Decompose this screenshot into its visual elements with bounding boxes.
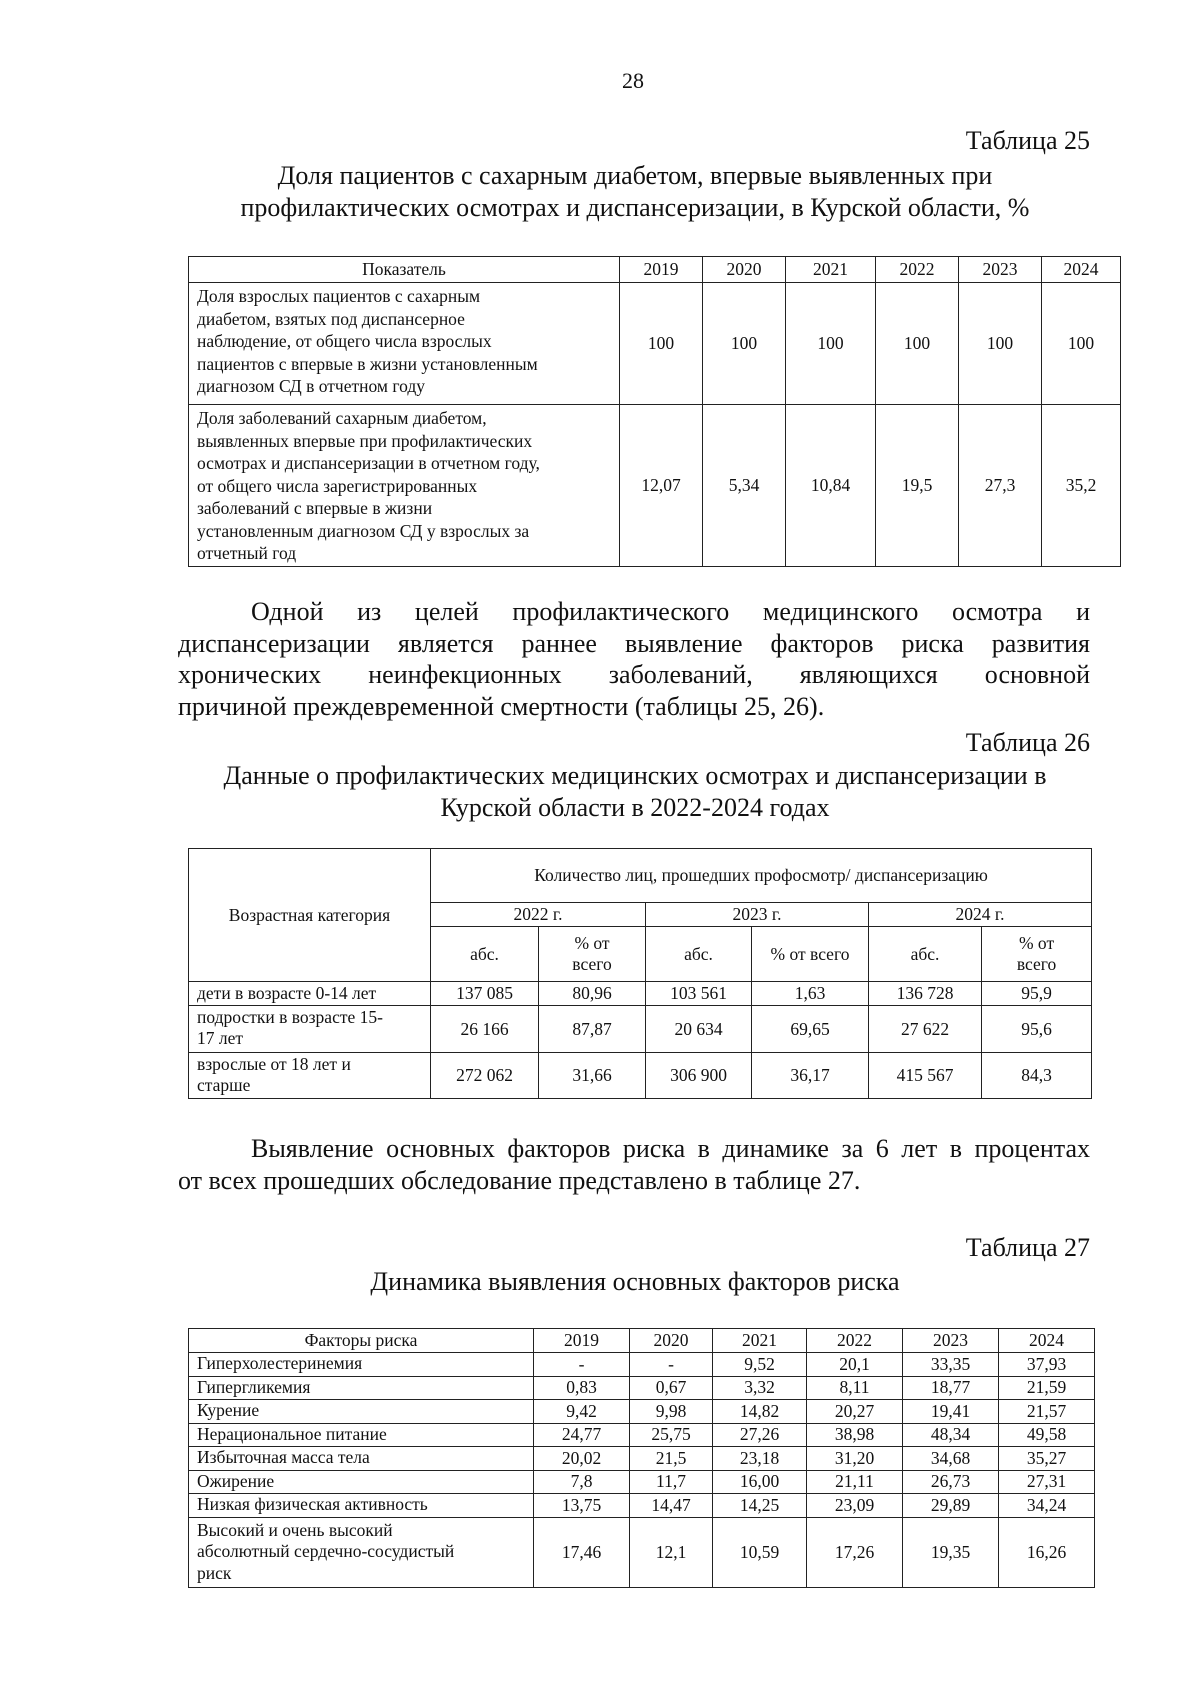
paragraph-line: причиной преждевременной смертности (таблицы 25, 26). — [178, 691, 825, 721]
table-header-row — [189, 849, 1092, 903]
value-cell: 34,68 — [903, 1447, 999, 1471]
value-cell: 10,84 — [786, 405, 876, 567]
cell-text-line: дети в возрасте 0-14 лет — [197, 983, 377, 1003]
page-number: 28 — [622, 68, 644, 93]
table-27 — [188, 1328, 1095, 1588]
value-cell: 20,1 — [807, 1353, 903, 1377]
cell-text-line: Доля взрослых пациентов с сахарным — [197, 286, 481, 306]
table-row — [189, 1517, 1095, 1587]
value-cell: - — [630, 1353, 713, 1377]
cell-text-line: Низкая физическая активность — [197, 1494, 428, 1514]
cell-text-line: старше — [197, 1075, 251, 1095]
value-cell: 10,59 — [713, 1517, 807, 1587]
category-cell — [189, 982, 431, 1006]
table-row — [189, 1470, 1095, 1494]
sub-header: абс. — [431, 927, 539, 982]
table-row — [189, 1400, 1095, 1424]
value-cell: 27,3 — [959, 405, 1042, 567]
factor-cell — [189, 1423, 534, 1447]
value-cell: 23,09 — [807, 1494, 903, 1518]
paragraph-line: диспансеризации является раннее выявление факторов риска развития — [178, 628, 1090, 658]
value-cell: 100 — [786, 283, 876, 405]
value-cell: 33,35 — [903, 1353, 999, 1377]
factor-cell — [189, 1353, 534, 1377]
value-cell: 84,3 — [982, 1053, 1092, 1099]
cell-text-line: диабетом, взятых под диспансерное — [197, 308, 465, 329]
cell-text-line: Нерациональное питание — [197, 1423, 387, 1444]
paragraph-line: хронических неинфекционных заболеваний, являющихся основной — [178, 660, 1090, 689]
value-cell: 306 900 — [646, 1053, 752, 1099]
value-cell: 29,89 — [903, 1494, 999, 1518]
year-header: 2022 г. — [431, 903, 646, 927]
category-cell — [189, 1053, 431, 1099]
value-cell: 11,7 — [630, 1470, 713, 1494]
value-cell: 9,42 — [534, 1400, 630, 1424]
indicator-cell — [189, 405, 620, 567]
value-cell: 13,75 — [534, 1494, 630, 1518]
value-cell: 16,00 — [713, 1470, 807, 1494]
header-cell: 2023 — [959, 257, 1042, 283]
value-cell: 26,73 — [903, 1470, 999, 1494]
cell-text-line: Курение — [197, 1400, 260, 1420]
cell-text-line: выявленных впервые при профилактических — [197, 430, 533, 451]
table-26-title-line: Данные о профилактических медицинских осмотрах и диспансеризации в — [223, 761, 1047, 790]
value-cell: 0,67 — [630, 1376, 713, 1400]
table-25-title — [180, 160, 1090, 224]
body-paragraph — [178, 596, 1090, 722]
value-cell: 137 085 — [431, 982, 539, 1006]
value-cell: 38,98 — [807, 1423, 903, 1447]
value-cell: 14,47 — [630, 1494, 713, 1518]
cell-text-line: Гиперхолестеринемия — [197, 1353, 363, 1373]
header-cell: 2024 — [1042, 257, 1121, 283]
value-cell: 5,34 — [703, 405, 786, 567]
header-cell: 2022 — [876, 257, 959, 283]
table-27-title: Динамика выявления основных факторов риска — [370, 1267, 900, 1296]
table-row — [189, 1423, 1095, 1447]
value-cell: 0,83 — [534, 1376, 630, 1400]
sub-header: % от всего — [752, 927, 869, 982]
factor-cell — [189, 1400, 534, 1424]
table-row — [189, 1447, 1095, 1471]
cell-text-line: наблюдение, от общего числа взрослых — [197, 331, 492, 351]
value-cell: 24,77 — [534, 1423, 630, 1447]
value-cell: 31,20 — [807, 1447, 903, 1471]
value-cell: 20,27 — [807, 1400, 903, 1424]
table-row — [189, 1376, 1095, 1400]
value-cell: 1,63 — [752, 982, 869, 1006]
value-cell: 48,34 — [903, 1423, 999, 1447]
cell-text-line: подростки в возрасте 15- — [197, 1007, 383, 1027]
value-cell: 8,11 — [807, 1376, 903, 1400]
value-cell: 12,1 — [630, 1517, 713, 1587]
cell-text-line: 17 лет — [197, 1028, 244, 1048]
value-cell: 80,96 — [539, 982, 646, 1006]
table-header-row — [189, 257, 1121, 283]
factor-cell — [189, 1376, 534, 1400]
value-cell: 23,18 — [713, 1447, 807, 1471]
body-paragraph — [178, 1133, 1090, 1196]
value-cell: 27,31 — [999, 1470, 1095, 1494]
value-cell: 37,93 — [999, 1353, 1095, 1377]
value-cell: 17,26 — [807, 1517, 903, 1587]
value-cell: 9,52 — [713, 1353, 807, 1377]
value-cell: 9,98 — [630, 1400, 713, 1424]
value-cell: 12,07 — [620, 405, 703, 567]
cell-text-line: диагнозом СД в отчетном году — [197, 376, 426, 396]
value-cell: 36,17 — [752, 1053, 869, 1099]
value-cell: 20,02 — [534, 1447, 630, 1471]
cell-text-line: абсолютный сердечно-сосудистый — [197, 1541, 455, 1562]
year-header: 2023 г. — [646, 903, 869, 927]
table-25-label: Таблица 25 — [965, 126, 1090, 155]
cell-text-line: Доля заболеваний сахарным диабетом, — [197, 408, 487, 428]
value-cell: - — [534, 1353, 630, 1377]
value-cell: 17,46 — [534, 1517, 630, 1587]
table-25-title-line: профилактических осмотрах и диспансеризации, в Курской области, % — [240, 193, 1030, 222]
table-row — [189, 1353, 1095, 1377]
paragraph-line: от всех прошедших обследование представлено в таблице 27. — [178, 1165, 861, 1195]
value-cell: 19,35 — [903, 1517, 999, 1587]
header-cell: 2022 — [807, 1329, 903, 1353]
table-row — [189, 1053, 1092, 1099]
value-cell: 14,25 — [713, 1494, 807, 1518]
value-cell: 136 728 — [869, 982, 982, 1006]
year-header: 2024 г. — [869, 903, 1092, 927]
value-cell: 100 — [876, 283, 959, 405]
value-cell: 21,5 — [630, 1447, 713, 1471]
table-row — [189, 1006, 1092, 1053]
header-cell: 2023 — [903, 1329, 999, 1353]
value-cell: 415 567 — [869, 1053, 982, 1099]
header-cell: Факторы риска — [189, 1329, 534, 1353]
value-cell: 49,58 — [999, 1423, 1095, 1447]
table-header-row — [189, 1329, 1095, 1353]
value-cell: 100 — [620, 283, 703, 405]
group-header: Количество лиц, прошедших профосмотр/ диспансеризацию — [431, 849, 1092, 903]
value-cell: 27,26 — [713, 1423, 807, 1447]
table-25-title-line: Доля пациентов с сахарным диабетом, впервые выявленных при — [277, 161, 993, 190]
value-cell: 69,65 — [752, 1006, 869, 1053]
value-cell: 103 561 — [646, 982, 752, 1006]
value-cell: 26 166 — [431, 1006, 539, 1053]
value-cell: 100 — [959, 283, 1042, 405]
table-26-title-line: Курской области в 2022-2024 годах — [440, 793, 830, 822]
value-cell: 3,32 — [713, 1376, 807, 1400]
value-cell: 35,27 — [999, 1447, 1095, 1471]
table-row — [189, 405, 1121, 567]
value-cell: 100 — [703, 283, 786, 405]
header-cell: 2021 — [713, 1329, 807, 1353]
header-cell: 2020 — [630, 1329, 713, 1353]
header-cell: 2024 — [999, 1329, 1095, 1353]
header-cell: 2020 — [703, 257, 786, 283]
value-cell: 100 — [1042, 283, 1121, 405]
paragraph-line: Одной из целей профилактического медицинского осмотра и — [251, 597, 1090, 626]
sub-header: % от всего — [539, 927, 646, 982]
cell-text-line: пациентов с впервые в жизни установленным — [197, 353, 538, 374]
value-cell: 35,2 — [1042, 405, 1121, 567]
value-cell: 87,87 — [539, 1006, 646, 1053]
value-cell: 27 622 — [869, 1006, 982, 1053]
sub-header: абс. — [869, 927, 982, 982]
value-cell: 31,66 — [539, 1053, 646, 1099]
value-cell: 19,41 — [903, 1400, 999, 1424]
sub-header: абс. — [646, 927, 752, 982]
table-row — [189, 1494, 1095, 1518]
sub-header: % от всего — [982, 927, 1092, 982]
cell-text-line: Высокий и очень высокий — [197, 1519, 393, 1540]
value-cell: 34,24 — [999, 1494, 1095, 1518]
value-cell: 21,57 — [999, 1400, 1095, 1424]
table-25 — [188, 256, 1121, 567]
cell-text-line: риск — [197, 1562, 232, 1583]
value-cell: 95,9 — [982, 982, 1092, 1006]
value-cell: 272 062 — [431, 1053, 539, 1099]
paragraph-line: Выявление основных факторов риска в динамике за 6 лет в процентах — [251, 1134, 1090, 1163]
factor-cell — [189, 1470, 534, 1494]
factor-cell — [189, 1494, 534, 1518]
cell-text-line: Гипергликемия — [197, 1376, 311, 1397]
header-cell: Показатель — [189, 257, 620, 283]
cell-text-line: установленным диагнозом СД у взрослых за — [197, 520, 530, 541]
header-cell: 2019 — [534, 1329, 630, 1353]
table-row — [189, 283, 1121, 405]
cell-text-line: взрослые от 18 лет и — [197, 1054, 351, 1074]
category-cell — [189, 1006, 431, 1053]
cell-text-line: Ожирение — [197, 1470, 275, 1491]
cell-text-line: осмотрах и диспансеризации в отчетном году, — [197, 453, 540, 473]
value-cell: 18,77 — [903, 1376, 999, 1400]
value-cell: 95,6 — [982, 1006, 1092, 1053]
factor-cell — [189, 1517, 534, 1587]
value-cell: 25,75 — [630, 1423, 713, 1447]
category-header: Возрастная категория — [189, 849, 431, 982]
value-cell: 20 634 — [646, 1006, 752, 1053]
header-cell: 2019 — [620, 257, 703, 283]
cell-text-line: отчетный год — [197, 543, 297, 563]
indicator-cell — [189, 283, 620, 405]
table-26-label: Таблица 26 — [965, 728, 1090, 757]
value-cell: 21,11 — [807, 1470, 903, 1494]
cell-text-line: от общего числа зарегистрированных — [197, 475, 478, 496]
value-cell: 14,82 — [713, 1400, 807, 1424]
value-cell: 19,5 — [876, 405, 959, 567]
table-26 — [188, 848, 1092, 1099]
value-cell: 21,59 — [999, 1376, 1095, 1400]
table-27-label: Таблица 27 — [965, 1233, 1090, 1262]
table-26-title — [180, 760, 1090, 824]
table-row — [189, 982, 1092, 1006]
cell-text-line: заболеваний с впервые в жизни — [197, 498, 433, 518]
header-cell: 2021 — [786, 257, 876, 283]
value-cell: 7,8 — [534, 1470, 630, 1494]
cell-text-line: Избыточная масса тела — [197, 1447, 370, 1467]
factor-cell — [189, 1447, 534, 1471]
value-cell: 16,26 — [999, 1517, 1095, 1587]
